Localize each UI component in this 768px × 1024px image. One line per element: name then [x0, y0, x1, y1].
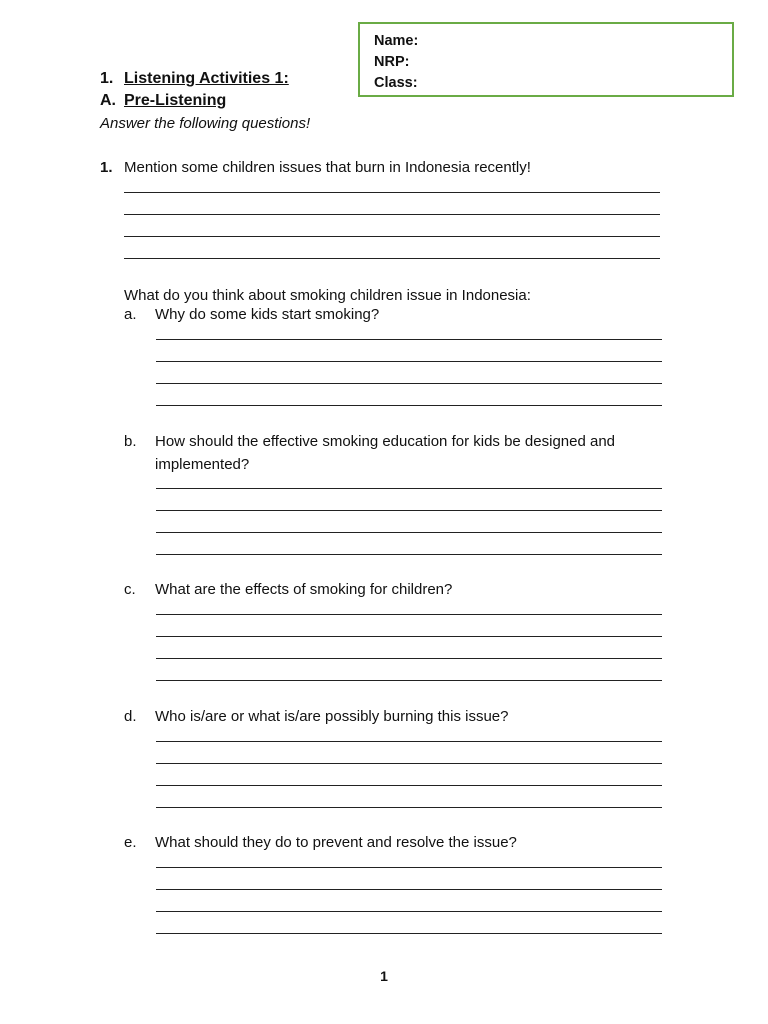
answer-line[interactable] — [124, 192, 660, 193]
answer-lines-b[interactable] — [156, 488, 662, 558]
subquestion-a-text: Why do some kids start smoking? — [155, 306, 380, 323]
answer-line[interactable] — [156, 361, 662, 362]
subquestion-d-text: Who is/are or what is/are possibly burning this issue? — [155, 708, 509, 725]
subquestion-a-letter: a. — [124, 306, 137, 323]
answer-line[interactable] — [156, 488, 662, 489]
subsection-letter: A. — [100, 92, 116, 109]
answer-line[interactable] — [156, 680, 662, 681]
answer-line[interactable] — [156, 867, 662, 868]
subquestion-b-text: How should the effective smoking education for kids be designed and implemented? — [155, 433, 616, 473]
answer-line[interactable] — [156, 933, 662, 934]
answer-line[interactable] — [124, 236, 660, 237]
instruction-text: Answer the following questions! — [100, 115, 311, 132]
section-heading — [100, 70, 289, 88]
subquestion-b-letter: b. — [124, 433, 137, 450]
subquestion-e-letter: e. — [124, 834, 137, 851]
answer-line[interactable] — [156, 889, 662, 890]
answer-line[interactable] — [124, 258, 660, 259]
answer-line[interactable] — [156, 339, 662, 340]
answer-line[interactable] — [156, 741, 662, 742]
student-info-box — [358, 22, 734, 97]
answer-line[interactable] — [156, 532, 662, 533]
name-label: Name: — [374, 33, 419, 49]
subsection-title: Pre-Listening — [124, 92, 227, 109]
section-number: 1. — [100, 70, 114, 87]
answer-lines-1[interactable] — [124, 192, 660, 262]
answer-line[interactable] — [156, 510, 662, 511]
answer-line[interactable] — [156, 554, 662, 555]
answer-line[interactable] — [156, 785, 662, 786]
answer-lines-a[interactable] — [156, 339, 662, 409]
subquestion-c-text: What are the effects of smoking for children? — [155, 581, 453, 598]
answer-lines-d[interactable] — [156, 741, 662, 811]
question-1-text: Mention some children issues that burn in Indonesia recently! — [124, 159, 531, 176]
page-number: 1 — [380, 968, 388, 984]
subquestion-e-text: What should they do to prevent and resolve the issue? — [155, 834, 517, 851]
answer-line[interactable] — [124, 214, 660, 215]
answer-line[interactable] — [156, 807, 662, 808]
class-label: Class: — [374, 75, 418, 91]
nrp-label: NRP: — [374, 54, 410, 70]
answer-line[interactable] — [156, 614, 662, 615]
answer-line[interactable] — [156, 636, 662, 637]
answer-lines-c[interactable] — [156, 614, 662, 684]
subsection-heading — [100, 92, 226, 110]
question-1-number: 1. — [100, 159, 113, 176]
answer-lines-e[interactable] — [156, 867, 662, 937]
answer-line[interactable] — [156, 911, 662, 912]
answer-line[interactable] — [156, 405, 662, 406]
intro-text: What do you think about smoking children issue in Indonesia: — [124, 287, 531, 304]
answer-line[interactable] — [156, 763, 662, 764]
subquestion-c-letter: c. — [124, 581, 136, 598]
answer-line[interactable] — [156, 658, 662, 659]
subquestion-d-letter: d. — [124, 708, 137, 725]
section-title: Listening Activities 1: — [124, 70, 289, 87]
answer-line[interactable] — [156, 383, 662, 384]
